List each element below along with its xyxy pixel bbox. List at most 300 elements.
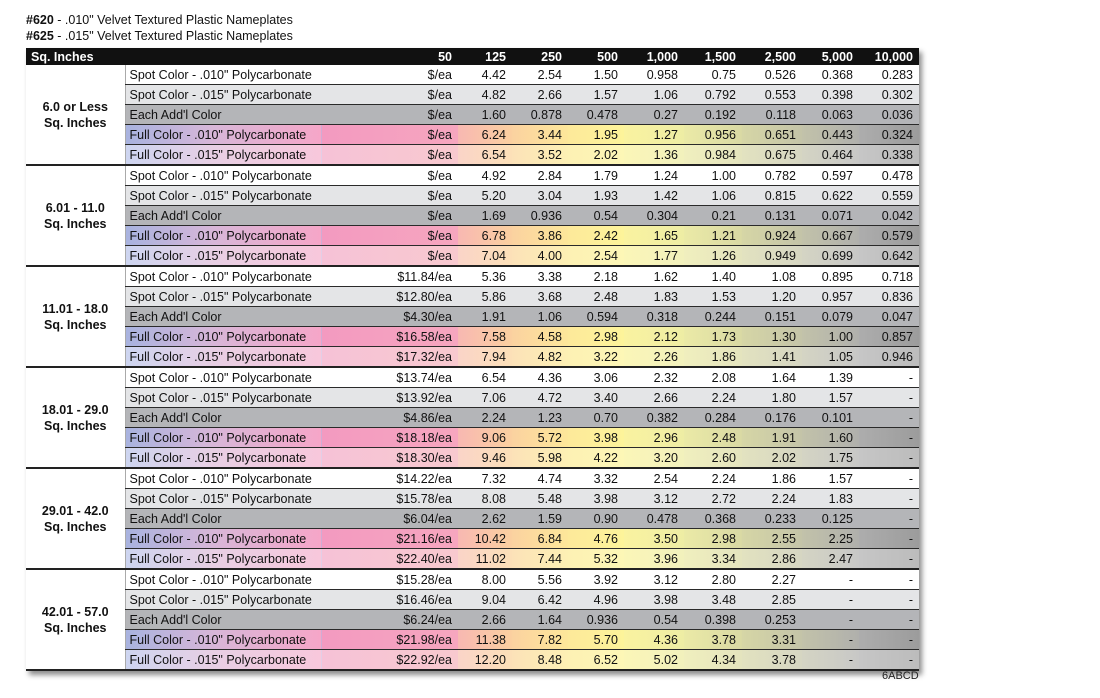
price-cell: 6.24	[458, 125, 512, 145]
qty-header-5000: 5,000	[802, 48, 859, 65]
price-cell: 4.96	[568, 590, 624, 610]
price-cell: -	[859, 367, 919, 388]
price-cell: 3.78	[742, 650, 802, 671]
price-cell: 1.79	[568, 165, 624, 186]
price-row	[26, 287, 919, 307]
price-cell: 8.48	[512, 650, 568, 671]
price-cell: -	[859, 509, 919, 529]
price-row	[26, 650, 919, 671]
price-cell: 0.895	[802, 266, 859, 287]
price-cell: 5.70	[568, 630, 624, 650]
price-cell: 2.24	[458, 408, 512, 428]
price-cell: 0.815	[742, 186, 802, 206]
price-cell: 3.78	[684, 630, 742, 650]
price-cell: 1.08	[742, 266, 802, 287]
price-cell: 7.82	[512, 630, 568, 650]
price-cell: 1.57	[802, 468, 859, 489]
price-cell: 1.21	[684, 226, 742, 246]
price-cell: 3.06	[568, 367, 624, 388]
price-cell: 0.622	[802, 186, 859, 206]
price-row	[26, 468, 919, 489]
size-range-line: 29.01 - 42.0	[41, 503, 109, 518]
row-label: Each Add'l Color	[125, 509, 322, 529]
price-cell: 0.90	[568, 509, 624, 529]
price-cell: 4.74	[512, 468, 568, 489]
price-cell: -	[859, 610, 919, 630]
price-row	[26, 125, 919, 145]
price-cell: 1.77	[624, 246, 684, 267]
price-row	[26, 85, 919, 105]
price-cell: 0.398	[802, 85, 859, 105]
size-range-line: Sq. Inches	[43, 519, 107, 534]
price-cell: 3.44	[512, 125, 568, 145]
price-cell: -	[859, 549, 919, 570]
price-cell: 3.48	[684, 590, 742, 610]
price-cell: 0.924	[742, 226, 802, 246]
price-cell: 1.00	[684, 165, 742, 186]
size-range-cell	[26, 367, 125, 468]
price-cell: 0.368	[684, 509, 742, 529]
row-label: Each Add'l Color	[125, 307, 322, 327]
price-cell: 2.02	[742, 448, 802, 469]
price-cell: 0.54	[624, 610, 684, 630]
price-cell: 3.31	[742, 630, 802, 650]
price-row	[26, 266, 919, 287]
row-label: Spot Color - .015" Polycarbonate	[125, 85, 322, 105]
price-cell: 2.24	[684, 388, 742, 408]
price-cell: 0.284	[684, 408, 742, 428]
price-cell: 1.27	[624, 125, 684, 145]
price-cell: 1.91	[742, 428, 802, 448]
price-cell: 2.48	[568, 287, 624, 307]
price-cell: 4.72	[512, 388, 568, 408]
price-cell: 0.956	[684, 125, 742, 145]
setup-price-cell: $6.24/ea	[322, 610, 458, 630]
price-cell: 11.02	[458, 549, 512, 570]
price-cell: 5.98	[512, 448, 568, 469]
price-cell: 0.151	[742, 307, 802, 327]
row-label: Full Color - .015" Polycarbonate	[125, 145, 322, 166]
price-cell: 0.244	[684, 307, 742, 327]
price-cell: 0.176	[742, 408, 802, 428]
price-row	[26, 367, 919, 388]
row-label: Full Color - .010" Polycarbonate	[125, 125, 322, 145]
price-cell: -	[802, 569, 859, 590]
price-cell: -	[859, 630, 919, 650]
price-cell: 1.60	[458, 105, 512, 125]
price-cell: 2.42	[568, 226, 624, 246]
price-table	[26, 48, 919, 671]
price-cell: 0.071	[802, 206, 859, 226]
price-row	[26, 610, 919, 630]
price-cell: 0.559	[859, 186, 919, 206]
price-cell: 0.958	[624, 65, 684, 85]
setup-price-cell: $/ea	[322, 186, 458, 206]
price-cell: 0.382	[624, 408, 684, 428]
price-row	[26, 246, 919, 267]
size-range-line: Sq. Inches	[43, 317, 107, 332]
price-row	[26, 630, 919, 650]
setup-price-cell: $17.32/ea	[322, 347, 458, 368]
price-cell: 3.40	[568, 388, 624, 408]
row-label: Full Color - .010" Polycarbonate	[125, 630, 322, 650]
setup-price-cell: $/ea	[322, 145, 458, 166]
qty-header-125: 125	[458, 48, 512, 65]
price-cell: 2.12	[624, 327, 684, 347]
size-column-header: Sq. Inches	[26, 48, 322, 65]
price-row	[26, 65, 919, 85]
price-cell: 2.98	[568, 327, 624, 347]
price-cell: 0.368	[802, 65, 859, 85]
price-cell: 1.64	[512, 610, 568, 630]
price-cell: 4.58	[512, 327, 568, 347]
setup-price-cell: $16.58/ea	[322, 327, 458, 347]
setup-price-cell: $12.80/ea	[322, 287, 458, 307]
price-row	[26, 307, 919, 327]
price-cell: 1.05	[802, 347, 859, 368]
price-cell: 0.553	[742, 85, 802, 105]
size-range-cell	[26, 165, 125, 266]
setup-price-cell: $11.84/ea	[322, 266, 458, 287]
price-cell: 5.86	[458, 287, 512, 307]
size-range-line: 42.01 - 57.0	[41, 604, 109, 619]
size-range-line: Sq. Inches	[43, 620, 107, 635]
price-cell: 5.72	[512, 428, 568, 448]
price-row	[26, 590, 919, 610]
row-label: Full Color - .015" Polycarbonate	[125, 650, 322, 671]
row-label: Each Add'l Color	[125, 105, 322, 125]
size-range-line: Sq. Inches	[43, 216, 107, 231]
header-row	[26, 48, 919, 65]
price-cell: 1.73	[684, 327, 742, 347]
price-cell: 3.34	[684, 549, 742, 570]
price-cell: 1.41	[742, 347, 802, 368]
price-cell: 0.233	[742, 509, 802, 529]
price-cell: 7.58	[458, 327, 512, 347]
price-cell: 0.478	[859, 165, 919, 186]
setup-price-cell: $/ea	[322, 206, 458, 226]
price-cell: 3.12	[624, 569, 684, 590]
price-cell: 0.936	[568, 610, 624, 630]
row-label: Spot Color - .010" Polycarbonate	[125, 569, 322, 590]
price-cell: 0.464	[802, 145, 859, 166]
price-cell: 8.08	[458, 489, 512, 509]
setup-price-cell: $16.46/ea	[322, 590, 458, 610]
price-cell: 3.86	[512, 226, 568, 246]
price-cell: 1.62	[624, 266, 684, 287]
price-cell: 0.984	[684, 145, 742, 166]
price-cell: 0.792	[684, 85, 742, 105]
price-cell: 1.53	[684, 287, 742, 307]
price-cell: 1.86	[742, 468, 802, 489]
setup-price-cell: $6.04/ea	[322, 509, 458, 529]
setup-price-cell: $/ea	[322, 105, 458, 125]
size-range-cell	[26, 569, 125, 670]
price-cell: 6.84	[512, 529, 568, 549]
price-cell: 0.878	[512, 105, 568, 125]
price-cell: 3.32	[568, 468, 624, 489]
price-cell: 1.83	[802, 489, 859, 509]
price-cell: 7.32	[458, 468, 512, 489]
row-label: Spot Color - .015" Polycarbonate	[125, 489, 322, 509]
row-label: Spot Color - .010" Polycarbonate	[125, 468, 322, 489]
price-cell: 0.651	[742, 125, 802, 145]
price-cell: 4.76	[568, 529, 624, 549]
price-cell: 4.82	[458, 85, 512, 105]
price-row	[26, 145, 919, 166]
price-cell: 0.047	[859, 307, 919, 327]
price-cell: 2.32	[624, 367, 684, 388]
qty-header-50: 50	[322, 48, 458, 65]
setup-price-cell: $18.18/ea	[322, 428, 458, 448]
row-label: Spot Color - .010" Polycarbonate	[125, 367, 322, 388]
size-range-line: Sq. Inches	[43, 115, 107, 130]
price-cell: 8.00	[458, 569, 512, 590]
price-row	[26, 569, 919, 590]
price-cell: 4.34	[684, 650, 742, 671]
setup-price-cell: $15.28/ea	[322, 569, 458, 590]
price-cell: 0.699	[802, 246, 859, 267]
price-cell: 2.80	[684, 569, 742, 590]
price-cell: 2.54	[512, 65, 568, 85]
price-cell: 0.597	[802, 165, 859, 186]
setup-price-cell: $14.22/ea	[322, 468, 458, 489]
price-cell: 6.42	[512, 590, 568, 610]
price-cell: 2.47	[802, 549, 859, 570]
price-row	[26, 206, 919, 226]
price-row	[26, 408, 919, 428]
qty-header-10000: 10,000	[859, 48, 919, 65]
price-cell: 9.06	[458, 428, 512, 448]
price-cell: 2.66	[512, 85, 568, 105]
price-cell: 9.46	[458, 448, 512, 469]
price-cell: 3.20	[624, 448, 684, 469]
price-cell: 0.443	[802, 125, 859, 145]
price-cell: 2.66	[458, 610, 512, 630]
price-cell: 1.00	[802, 327, 859, 347]
setup-price-cell: $21.98/ea	[322, 630, 458, 650]
price-cell: 2.02	[568, 145, 624, 166]
title-line-625	[26, 29, 293, 45]
title-text: - .010" Velvet Textured Plastic Nameplates	[53, 13, 293, 27]
price-cell: 1.83	[624, 287, 684, 307]
price-cell: -	[859, 650, 919, 671]
row-label: Full Color - .015" Polycarbonate	[125, 347, 322, 368]
price-cell: 6.54	[458, 367, 512, 388]
price-cell: 1.23	[512, 408, 568, 428]
setup-price-cell: $13.74/ea	[322, 367, 458, 388]
price-cell: 2.62	[458, 509, 512, 529]
price-cell: -	[802, 610, 859, 630]
document-titles	[26, 13, 293, 44]
price-cell: 1.20	[742, 287, 802, 307]
price-cell: 0.036	[859, 105, 919, 125]
price-cell: 3.38	[512, 266, 568, 287]
price-row	[26, 105, 919, 125]
price-cell: 0.302	[859, 85, 919, 105]
price-cell: 2.66	[624, 388, 684, 408]
price-cell: 0.192	[684, 105, 742, 125]
row-label: Spot Color - .010" Polycarbonate	[125, 165, 322, 186]
price-cell: 1.26	[684, 246, 742, 267]
price-row	[26, 529, 919, 549]
size-range-cell	[26, 266, 125, 367]
price-cell: 0.324	[859, 125, 919, 145]
row-label: Spot Color - .010" Polycarbonate	[125, 65, 322, 85]
price-cell: 1.24	[624, 165, 684, 186]
price-cell: 2.27	[742, 569, 802, 590]
price-cell: 2.85	[742, 590, 802, 610]
price-cell: 4.22	[568, 448, 624, 469]
price-cell: -	[859, 388, 919, 408]
price-row	[26, 226, 919, 246]
price-cell: 0.478	[568, 105, 624, 125]
price-cell: 0.957	[802, 287, 859, 307]
price-cell: -	[802, 630, 859, 650]
setup-price-cell: $/ea	[322, 226, 458, 246]
price-cell: 12.20	[458, 650, 512, 671]
price-cell: 3.04	[512, 186, 568, 206]
title-line-620	[26, 13, 293, 29]
price-cell: 2.55	[742, 529, 802, 549]
price-cell: -	[859, 489, 919, 509]
price-cell: 0.118	[742, 105, 802, 125]
price-cell: 1.50	[568, 65, 624, 85]
price-cell: 2.26	[624, 347, 684, 368]
price-cell: 0.478	[624, 509, 684, 529]
setup-price-cell: $13.92/ea	[322, 388, 458, 408]
price-cell: 10.42	[458, 529, 512, 549]
price-cell: 1.65	[624, 226, 684, 246]
size-range-line: Sq. Inches	[43, 418, 107, 433]
price-cell: 3.68	[512, 287, 568, 307]
price-row	[26, 347, 919, 368]
price-cell: 0.063	[802, 105, 859, 125]
price-cell: 2.84	[512, 165, 568, 186]
title-text: - .015" Velvet Textured Plastic Nameplates	[53, 28, 293, 43]
price-cell: 1.06	[684, 186, 742, 206]
price-cell: 5.48	[512, 489, 568, 509]
price-cell: 7.04	[458, 246, 512, 267]
price-cell: 1.60	[802, 428, 859, 448]
price-cell: 0.675	[742, 145, 802, 166]
row-label: Full Color - .015" Polycarbonate	[125, 549, 322, 570]
price-cell: 3.92	[568, 569, 624, 590]
price-cell: 0.21	[684, 206, 742, 226]
setup-price-cell: $4.86/ea	[322, 408, 458, 428]
row-label: Full Color - .010" Polycarbonate	[125, 226, 322, 246]
price-row	[26, 327, 919, 347]
price-cell: 1.57	[568, 85, 624, 105]
price-cell: 2.24	[742, 489, 802, 509]
setup-price-cell: $/ea	[322, 165, 458, 186]
price-cell: 5.02	[624, 650, 684, 671]
price-cell: 0.398	[684, 610, 742, 630]
price-cell: 1.86	[684, 347, 742, 368]
price-cell: 4.36	[624, 630, 684, 650]
price-cell: 3.22	[568, 347, 624, 368]
price-cell: 0.283	[859, 65, 919, 85]
price-cell: 3.50	[624, 529, 684, 549]
price-cell: 9.04	[458, 590, 512, 610]
price-cell: 1.69	[458, 206, 512, 226]
price-cell: 2.54	[624, 468, 684, 489]
price-row	[26, 509, 919, 529]
price-sheet	[26, 48, 919, 671]
row-label: Spot Color - .015" Polycarbonate	[125, 287, 322, 307]
price-cell: 11.38	[458, 630, 512, 650]
price-cell: 0.949	[742, 246, 802, 267]
price-cell: 1.91	[458, 307, 512, 327]
row-label: Full Color - .015" Polycarbonate	[125, 246, 322, 267]
price-cell: -	[859, 569, 919, 590]
size-range-cell	[26, 468, 125, 569]
price-cell: 1.80	[742, 388, 802, 408]
qty-header-250: 250	[512, 48, 568, 65]
row-label: Full Color - .010" Polycarbonate	[125, 529, 322, 549]
price-cell: 2.48	[684, 428, 742, 448]
price-cell: 0.125	[802, 509, 859, 529]
qty-header-1000: 1,000	[624, 48, 684, 65]
price-cell: 3.98	[568, 428, 624, 448]
row-label: Spot Color - .010" Polycarbonate	[125, 266, 322, 287]
title-code: #625	[26, 28, 54, 43]
price-cell: 3.98	[568, 489, 624, 509]
price-cell: 3.98	[624, 590, 684, 610]
price-cell: 0.304	[624, 206, 684, 226]
row-label: Full Color - .010" Polycarbonate	[125, 327, 322, 347]
price-cell: 2.98	[684, 529, 742, 549]
price-cell: 0.27	[624, 105, 684, 125]
row-label: Spot Color - .015" Polycarbonate	[125, 388, 322, 408]
price-cell: 0.131	[742, 206, 802, 226]
price-cell: 5.20	[458, 186, 512, 206]
price-cell: 1.40	[684, 266, 742, 287]
price-cell: 0.642	[859, 246, 919, 267]
row-label: Each Add'l Color	[125, 408, 322, 428]
setup-price-cell: $/ea	[322, 65, 458, 85]
size-range-line: 6.0 or Less	[42, 99, 108, 114]
price-cell: -	[802, 650, 859, 671]
size-range-cell	[26, 65, 125, 165]
setup-price-cell: $15.78/ea	[322, 489, 458, 509]
price-cell: 7.94	[458, 347, 512, 368]
price-cell: 5.36	[458, 266, 512, 287]
price-cell: 7.44	[512, 549, 568, 570]
price-row	[26, 549, 919, 570]
price-cell: 0.782	[742, 165, 802, 186]
row-label: Spot Color - .015" Polycarbonate	[125, 590, 322, 610]
price-cell: 0.579	[859, 226, 919, 246]
price-row	[26, 388, 919, 408]
row-label: Each Add'l Color	[125, 206, 322, 226]
price-cell: 7.06	[458, 388, 512, 408]
row-label: Spot Color - .015" Polycarbonate	[125, 186, 322, 206]
price-cell: 0.253	[742, 610, 802, 630]
price-cell: 0.54	[568, 206, 624, 226]
price-cell: 1.42	[624, 186, 684, 206]
price-cell: 0.042	[859, 206, 919, 226]
setup-price-cell: $/ea	[322, 85, 458, 105]
price-cell: 5.56	[512, 569, 568, 590]
title-code: #620	[26, 13, 54, 27]
price-cell: -	[859, 468, 919, 489]
price-cell: 4.36	[512, 367, 568, 388]
price-cell: 0.318	[624, 307, 684, 327]
price-cell: 0.70	[568, 408, 624, 428]
price-row	[26, 489, 919, 509]
price-cell: 1.06	[512, 307, 568, 327]
